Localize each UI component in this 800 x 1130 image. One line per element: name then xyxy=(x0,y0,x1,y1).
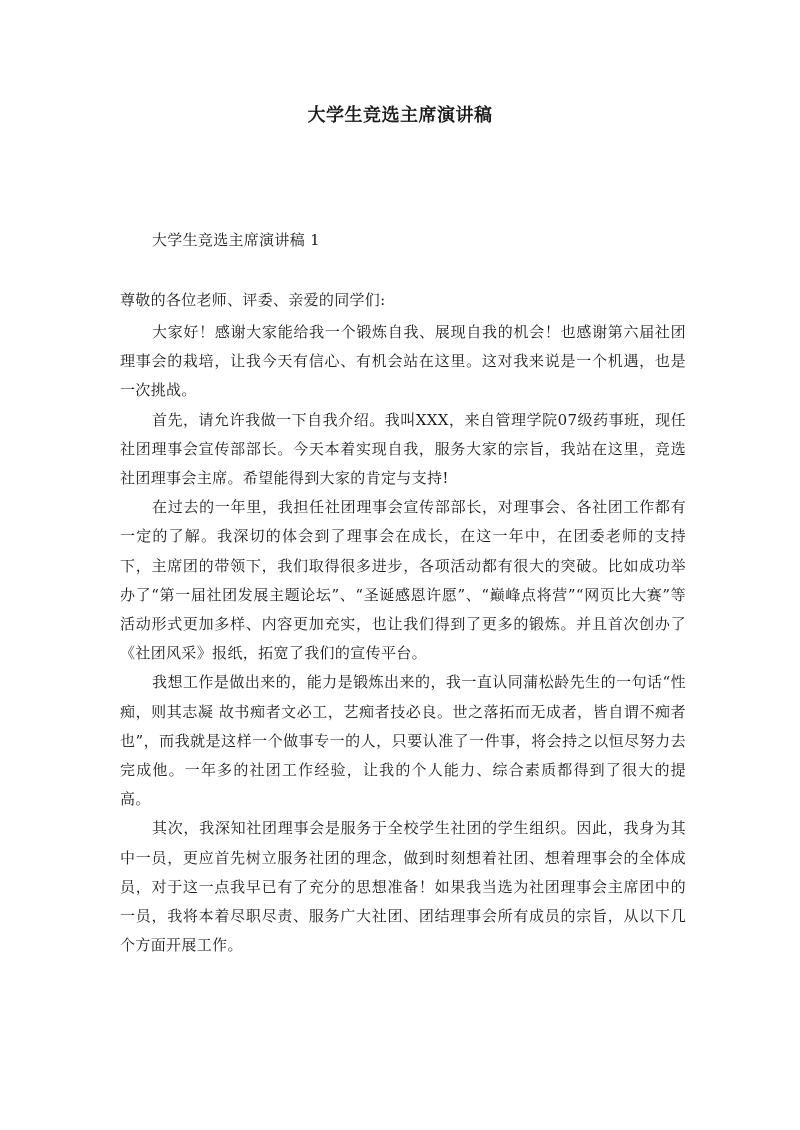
paragraph-1: 大家好！感谢大家能给我一个锻炼自我、展现自我的机会！也感谢第六届社团理事会的栽培，让我今天有信心、有机会站在这里。这对我来说是一个机遇，也是一次挑战。 xyxy=(120,323,686,400)
speech-body xyxy=(120,318,686,960)
paragraph-3: 在过去的一年里，我担任社团理事会宣传部部长，对理事会、各社团工作都有一定的了解。我深切的体会到了理事会在成长，在这一年中，在团委老师的支持下，主席团的带领下，我们取得很多进步，各项活动都有很大的突破。比如成功举办了“第一届社团发展主题论坛”、“圣诞感恩许愿”、“巅峰点将营”“网页比大赛”等活动形式更加多样、内容更加充实，也让我们得到了更多的锻炼。并且首次创办了《社团风采》报纸，拓宽了我们的宣传平台。 xyxy=(120,498,686,663)
paragraph-5: 其次，我深知社团理事会是服务于全校学生社团的学生组织。因此，我身为其中一员，更应首先树立服务社团的理念，做到时刻想着社团、想着理事会的全体成员，对于这一点我早已有了充分的思想准备！如果我当选为社团理事会主席团中的一员，我将本着尽职尽责、服务广大社团、团结理事会所有成员的宗旨，从以下几个方面开展工作。 xyxy=(120,819,686,955)
paragraph-2: 首先，请允许我做一下自我介绍。我叫XXX，来自管理学院07级药事班，现任社团理事会宣传部部长。今天本着实现自我，服务大家的宗旨，我站在这里，竞选社团理事会主席。希望能得到大家的肯定与支持! xyxy=(120,410,686,488)
paragraph-4: 我想工作是做出来的，能力是锻炼出来的，我一直认同蒲松龄先生的一句话“性痴，则其志凝 故书痴者文必工，艺痴者技必良。世之落拓而无成者，皆自谓不痴者也”，而我就是这样一个做事专一的人，只要认准了一件事，将会持之以恒尽努力去完成他。一年多的社团工作经验，让我的个人能力、综合素质都得到了很大的提高。 xyxy=(120,673,686,809)
speech-subtitle: 大学生竞选主席演讲稿 1 xyxy=(152,231,320,249)
document-title: 大学生竞选主席演讲稿 xyxy=(307,105,493,126)
salutation: 尊敬的各位老师、评委、亲爱的同学们: xyxy=(120,291,386,309)
